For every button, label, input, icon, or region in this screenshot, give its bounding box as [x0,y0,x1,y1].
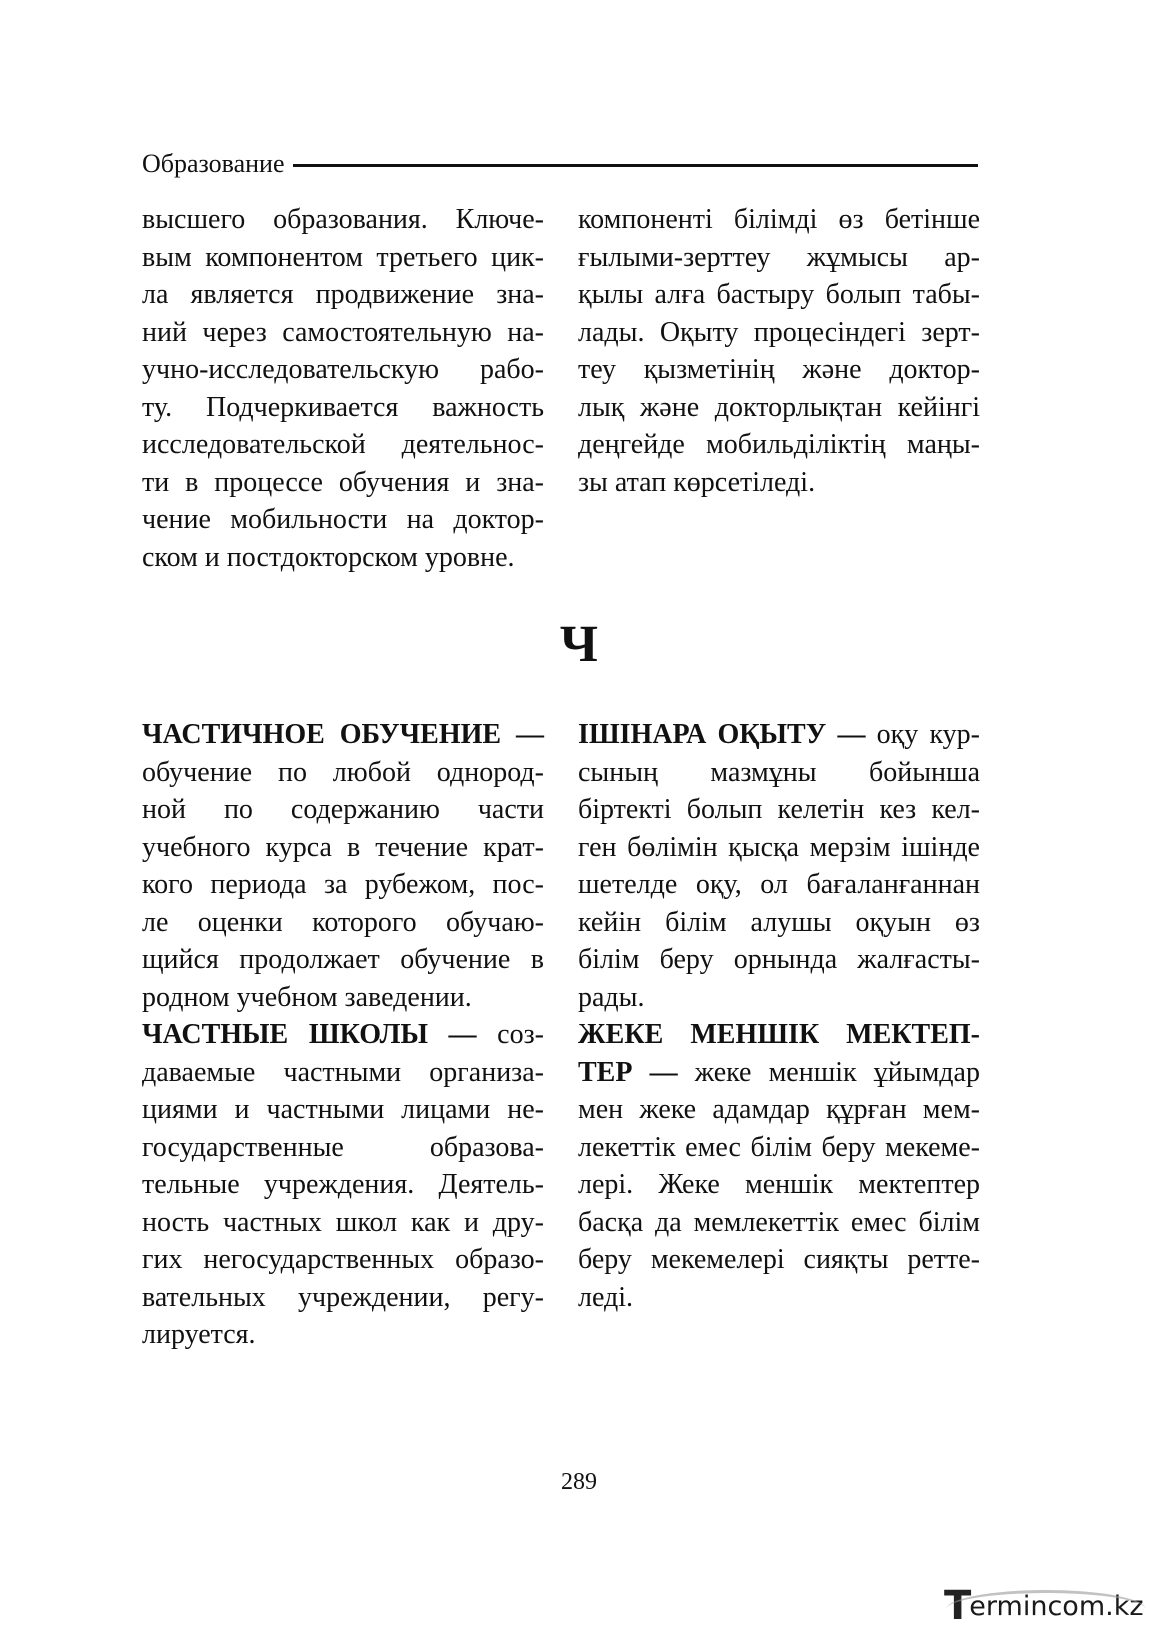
entry-term-line [578,716,980,754]
text-line: шетелде оқу, ол бағаланғаннан [578,869,980,900]
text-line: родном учебном заведении. [142,981,472,1013]
text-line: кейін білім алушы оқуын өз [578,906,980,938]
text-line: высшего образования. Ключе- [142,204,544,235]
text-line: ной по содержанию части [142,794,544,825]
entry-term-line [578,1054,980,1092]
text-line: ность частных школ как и дру- [142,1206,544,1238]
text-line: рады. [578,981,645,1013]
text-line: ла является продвижение зна- [142,279,544,310]
text-line: мен жеке адамдар құрған мем- [578,1094,980,1125]
text-line: біртекті болып келетін кез кел- [578,794,980,825]
entry-term-line [142,1016,544,1054]
text-line: государственные образова- [142,1131,544,1163]
text-line: ле оценки которого обучаю- [142,906,544,938]
watermark-swoosh [946,1590,1146,1629]
entry-text: соз- [476,1019,544,1050]
text-line: учебного курса в течение крат- [142,831,544,863]
text-line: тельные учреждения. Деятель- [142,1169,544,1200]
entry-term: ТЕР — [578,1056,678,1088]
page-number: 289 [561,1469,597,1495]
text-line: білім беру орнында жалғасты- [578,944,980,975]
entries-ru-column [142,716,544,1354]
running-header [142,148,978,180]
text-line: учно-исследовательскую рабо- [142,354,544,385]
text-line: лируется. [142,1319,256,1350]
entry-term: ЧАСТНЫЕ ШКОЛЫ — [142,1019,477,1050]
section-letter: Ч [559,616,599,673]
text-line: лекеттік емес білім беру мекеме- [578,1131,980,1163]
text-line: ген бөлімін қысқа мерзім ішінде [578,831,980,863]
text-line: қылы алға бастыру болып табы- [578,279,980,310]
watermark-text: ermincom.kz [969,1590,1144,1622]
text-line: ти в процессе обучения и зна- [142,466,544,498]
entry-term-line [578,1016,980,1054]
entries-kk-column [578,716,980,1316]
text-line: кого периода за рубежом, пос- [142,869,544,900]
text-line: ний через самостоятельную на- [142,316,544,348]
text-line: лері. Жеке меншік мектептер [578,1169,980,1200]
header-title: Образование [142,149,285,178]
entry-term: ЧАСТИЧНОЕ ОБУЧЕНИЕ — [142,719,544,750]
text-line: вательных учреждении, регу- [142,1281,544,1313]
text-line: лады. Оқыту процесіндегі зерт- [578,316,980,348]
text-line: исследовательской деятельнос- [142,429,544,460]
watermark-initial: T [944,1583,972,1629]
text-line: ском и постдокторском уровне. [142,541,515,573]
text-line: щийся продолжает обучение в [142,944,544,975]
text-line: теу қызметінің және доктор- [578,354,980,385]
entry-term: ЖЕКЕ МЕНШІК МЕКТЕП- [578,1019,980,1050]
text-line: ғылыми-зерттеу жұмысы ар- [578,241,980,273]
watermark-logo [944,1584,1149,1628]
text-line: чение мобильности на доктор- [142,504,544,535]
intro-ru-column [142,201,544,576]
text-line: зы атап көрсетіледі. [578,466,816,498]
entry-text: оқу кур- [865,719,980,750]
text-line: сының мазмұны бойынша [578,756,980,788]
text-line: леді. [578,1281,634,1313]
text-line: басқа да мемлекеттік емес білім [578,1206,980,1238]
text-line: даваемые частными организа- [142,1056,544,1088]
text-line: компоненті білімді өз бетінше [578,204,980,235]
header-rule [293,164,978,167]
text-line: лық және докторлықтан кейінгі [578,391,980,423]
text-line: циями и частными лицами не- [142,1094,544,1125]
text-line: беру мекемелері сияқты ретте- [578,1244,980,1275]
text-line: обучение по любой однород- [142,756,544,788]
intro-kk-column [578,201,980,501]
entry-term-line [142,716,544,754]
entry-term: ІШІНАРА ОҚЫТУ — [578,719,866,750]
entry-text: жеке меншік ұйымдар [677,1056,980,1088]
text-line: вым компонентом третьего цик- [142,241,544,273]
text-line: гих негосударственных образо- [142,1244,544,1275]
text-line: деңгейде мобильділіктің маңы- [578,429,980,460]
text-line: ту. Подчеркивается важность [142,391,544,423]
